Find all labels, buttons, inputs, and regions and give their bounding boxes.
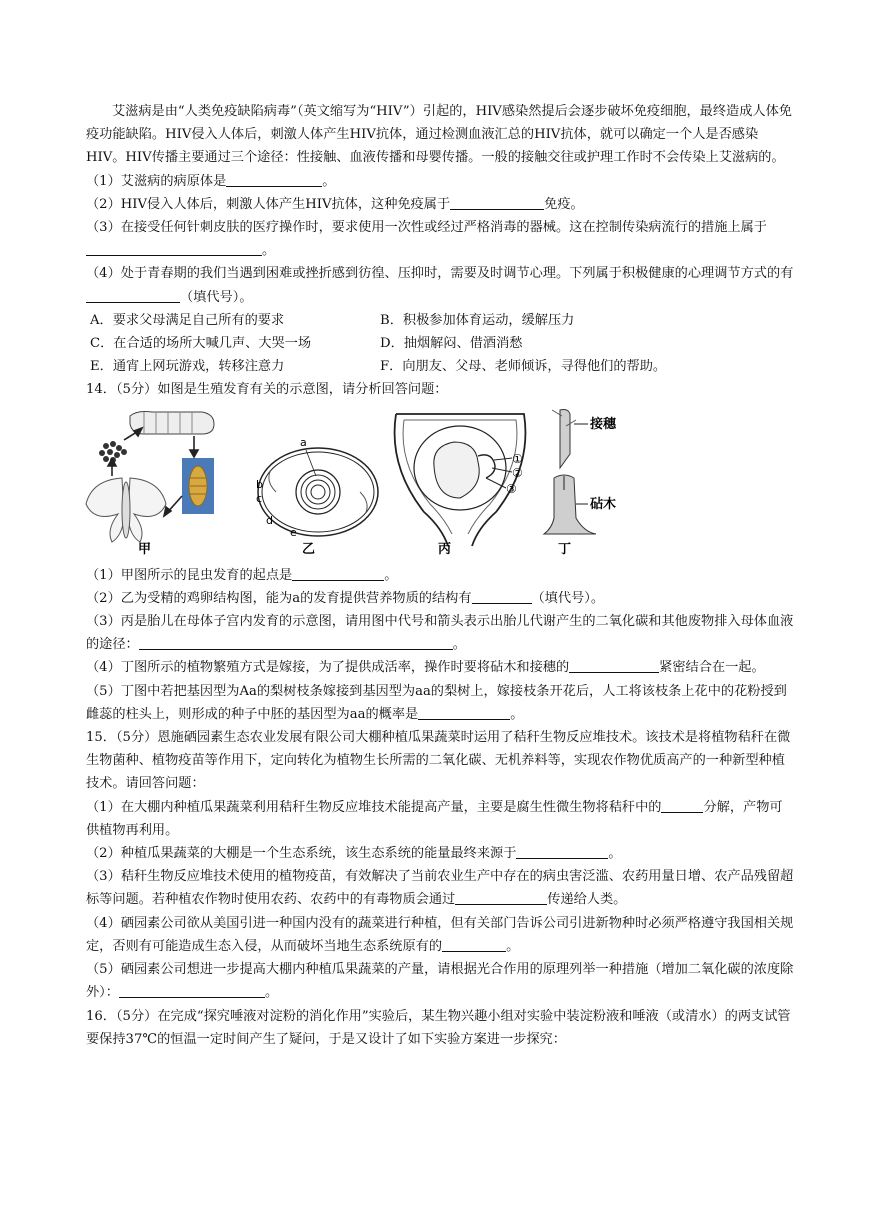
egg-label-d: d — [266, 513, 273, 527]
q15-sub4: （4）硒园素公司欲从美国引进一种国内没有的蔬菜进行种植，但有关部门告诉公司引进新物种时必须严格遵守我国相关规定，否则有可能造成生态入侵，从而破坏当地生态系统原有的 。 — [86, 915, 794, 954]
answer-blank[interactable] — [442, 935, 506, 952]
answer-blank[interactable] — [661, 796, 703, 813]
option-d: D．抽烟解闷、借酒消愁 — [380, 336, 523, 352]
q14-sub3: （3）丙是胎儿在母体子宫内发育的示意图，请用图中代号和箭头表示出胎儿代谢产生的二氧化碳和其他废物排入母体血液的途径： 。 — [86, 614, 794, 653]
option-b: B．积极参加体育运动，缓解压力 — [380, 312, 575, 328]
option-c: C．在合适的场所大喊几声、大哭一场 — [90, 336, 312, 352]
q13-sub1: （1）艾滋病的病原体是 。 — [86, 170, 794, 193]
egg-label-c: c — [256, 491, 263, 505]
answer-blank[interactable] — [119, 981, 265, 998]
fetus-label-3: ③ — [506, 481, 517, 496]
q14-stem: 14．（5分）如图是生殖发育有关的示意图，请分析回答问题： — [86, 382, 448, 398]
figure-label-bing: 丙 — [438, 541, 452, 557]
answer-blank[interactable] — [516, 842, 608, 859]
cord-label-2: ② — [512, 465, 523, 480]
q15-stem: 15．（5分）恩施硒园素生态农业发展有限公司大棚种植瓜果蔬菜时运用了秸秆生物反应堆技术。该技术是将植物秸秆在微生物菌种、植物疫苗等作用下，定向转化为植物生长所需的二氧化碳、无机养料等，实现农作物优质高产的一种新型种植技术。请回答问题： — [86, 730, 791, 792]
moth-icon — [86, 478, 166, 542]
q15-sub2: （2）种植瓜果蔬菜的大棚是一个生态系统，该生态系统的能量最终来源于 。 — [86, 842, 794, 865]
egg-structure-icon — [258, 448, 378, 536]
figure-yi — [256, 406, 386, 558]
q14-sub1: （1）甲图所示的昆虫发育的起点是 。 — [86, 564, 794, 587]
q15-sub5: （5）硒园素公司想进一步提高大棚内种植瓜果蔬菜的产量，请根据光合作用的原理列举一种措施（增加二氧化碳的浓度除外）： 。 — [86, 962, 794, 1001]
figure-label-ding: 丁 — [558, 541, 572, 557]
figure-jia — [82, 406, 242, 558]
rootstock-label: 砧木 — [590, 496, 617, 512]
option-f: F．向朋友、父母、老师倾诉，寻得他们的帮助。 — [380, 359, 667, 375]
egg-label-a: a — [300, 435, 307, 449]
answer-blank[interactable] — [86, 239, 262, 256]
q15-sub1: （1）在大棚内种植瓜果蔬菜利用秸秆生物反应堆技术能提高产量，主要是腐生性微生物将秸秆中的 分解，产物可供植物再利用。 — [86, 796, 794, 842]
q13-sub4: （4）处于青春期的我们当遇到困难或挫折感到彷徨、压抑时，需要及时调节心理。下列属于积极健康的心理调节方式的有（填代号）。 — [86, 266, 794, 305]
answer-blank[interactable] — [292, 564, 384, 581]
q14-sub2: （2）乙为受精的鸡卵结构图，能为a的发育提供营养物质的结构有 （填代号）。 — [86, 587, 794, 610]
q15-sub3: （3）秸秆生物反应堆技术使用的植物疫苗，有效解决了当前农业生产中存在的病虫害泛滥、农药用量日增、农产品残留超标等问题。若种植农作物时使用农药、农药中的有毒物质会通过 传递给人类。 — [86, 869, 794, 908]
answer-blank[interactable] — [418, 703, 510, 720]
figure-bing — [386, 406, 536, 558]
answer-blank[interactable] — [86, 286, 180, 303]
pupa-icon — [182, 458, 214, 514]
grafting-icon — [544, 409, 596, 534]
q16-stem: 16．（5分）在完成“探究唾液对淀粉的消化作用”实验后，某生物兴趣小组对实验中装淀粉液和唾液（或清水）的两支试管要保持37℃的恒温一定时间产生了疑问，于是又设计了如下实验方案进一步探究： — [86, 1008, 791, 1047]
answer-blank[interactable] — [472, 587, 532, 604]
answer-blank[interactable] — [450, 193, 544, 210]
q13-sub2: （2）HIV侵入人体后，刺激人体产生HIV抗体，这种免疫属于 免疫。 — [86, 193, 794, 216]
answer-blank[interactable] — [226, 170, 322, 187]
option-e: E．通宵上网玩游戏，转移注意力 — [90, 359, 285, 375]
uterus-fetus-icon — [395, 414, 526, 546]
q13-options — [86, 309, 794, 379]
q14-figures — [86, 406, 794, 558]
figure-label-yi: 乙 — [302, 541, 316, 557]
egg-label-b: b — [256, 477, 263, 491]
placenta-label-1: ① — [512, 451, 523, 466]
exam-page — [86, 100, 794, 1051]
figure-ding — [536, 406, 646, 558]
egg-label-e: e — [290, 525, 297, 539]
answer-blank[interactable] — [139, 633, 453, 650]
q14-sub5: （5）丁图中若把基因型为Aa的梨树枝条嫁接到基因型为aa的梨树上，嫁接枝条开花后，人工将该枝条上花中的花粉授到雌蕊的柱头上，则形成的种子中胚的基因型为aa的概率是 。 — [86, 683, 787, 722]
scion-label: 接穗 — [590, 416, 617, 432]
q13-sub3: （3）在接受任何针刺皮肤的医疗操作时，要求使用一次性或经过严格消毒的器械。这在控制传染病流行的措施上属于。 — [86, 220, 767, 259]
option-a: A．要求父母满足自己所有的要求 — [90, 312, 285, 328]
answer-blank[interactable] — [569, 656, 659, 673]
q14-sub4: （4）丁图所示的植物繁殖方式是嫁接，为了提供成活率，操作时要将砧木和接穗的 紧密结合在一起。 — [86, 656, 794, 679]
silkworm-icon — [130, 411, 214, 434]
answer-blank[interactable] — [455, 888, 547, 905]
q13-intro: 艾滋病是由“人类免疫缺陷病毒”（英文缩写为“HIV”）引起的，HIV感染然提后会逐步破坏免疫细胞，最终造成人体免疫功能缺陷。HIV侵入人体后，刺激人体产生HIV抗体，通过检测血液汇总的HIV抗体，就可以确定一个人是否感染HIV。HIV传播主要通过三个途径：性接触、血液传播和母婴传播。一般的接触交往或护理工作时不会传染上艾滋病的。 — [86, 104, 792, 166]
figure-label-jia: 甲 — [138, 541, 152, 557]
